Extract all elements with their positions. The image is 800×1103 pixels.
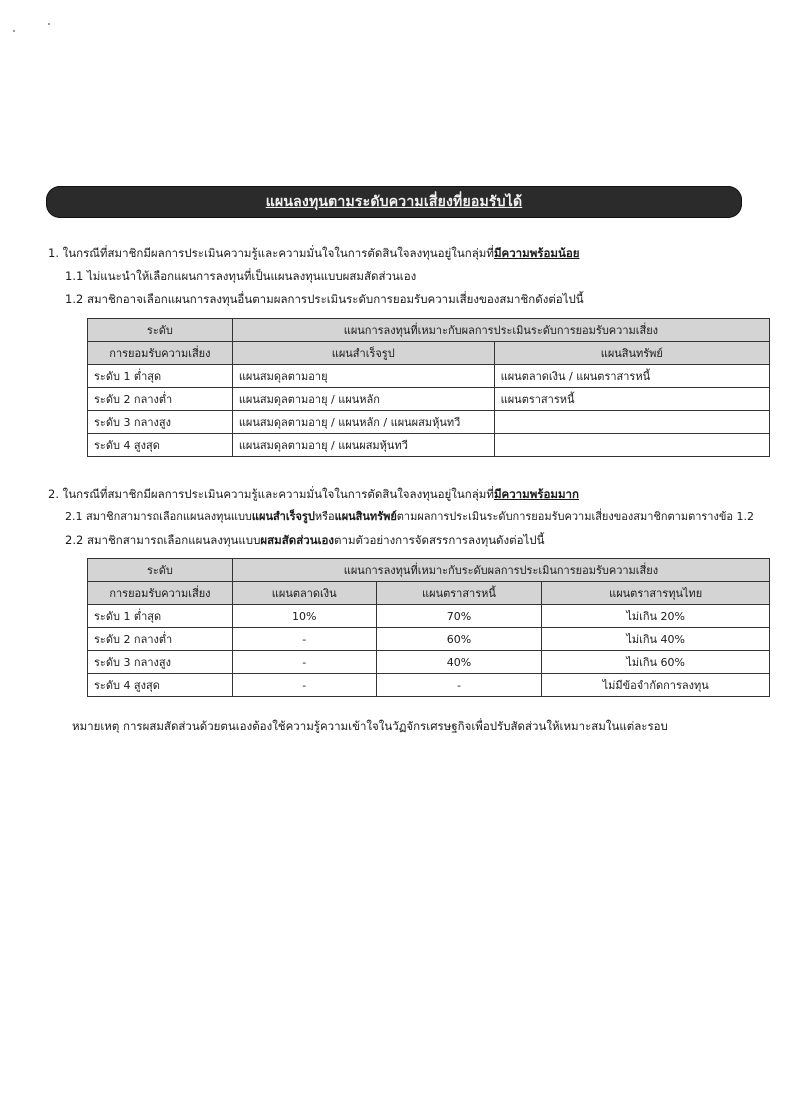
header-level-line2: การยอมรับความเสี่ยง (88, 582, 233, 605)
cell-level: ระดับ 2 กลางต่ำ (88, 628, 233, 651)
cell-thai-equity: ไม่เกิน 20% (542, 605, 770, 628)
table-row (88, 674, 770, 697)
cell-thai-equity: ไม่มีข้อจำกัดการลงทุน (542, 674, 770, 697)
table-row (88, 365, 770, 388)
cell-level: ระดับ 2 กลางต่ำ (88, 388, 233, 411)
table-row (88, 388, 770, 411)
header-asset: แผนสินทรัพย์ (494, 342, 769, 365)
section-2-heading (48, 486, 579, 502)
cell-ready-made: แผนสมดุลตามอายุ / แผนหลัก / แผนผสมหุ้นทวี (232, 411, 494, 434)
item-2-1-bold-asset: แผนสินทรัพย์ (334, 510, 397, 523)
cell-bond: 70% (376, 605, 542, 628)
header-bond: แผนตราสารหนี้ (376, 582, 542, 605)
item-2-2-bold: ผสมสัดส่วนเอง (260, 533, 335, 547)
section-2-number: 2. (48, 487, 59, 501)
cell-asset (494, 434, 769, 457)
cell-bond: - (376, 674, 542, 697)
cell-asset: แผนตลาดเงิน / แผนตราสารหนี้ (494, 365, 769, 388)
header-level-line2: การยอมรับความเสี่ยง (88, 342, 233, 365)
item-2-2 (65, 532, 544, 548)
item-2-1-prefix: 2.1 สมาชิกสามารถเลือกแผนลงทุนแบบ (65, 510, 252, 523)
table-ready-made-plans (87, 318, 770, 457)
header-thai-equity: แผนตราสารทุนไทย (542, 582, 770, 605)
cell-thai-equity: ไม่เกิน 60% (542, 651, 770, 674)
table-row (88, 434, 770, 457)
section-1-number: 1. (48, 246, 59, 260)
item-1-1: 1.1 ไม่แนะนำให้เลือกแผนการลงทุนที่เป็นแผนลงทุนแบบผสมสัดส่วนเอง (65, 269, 417, 283)
footnote: หมายเหตุ การผสมสัดส่วนด้วยตนเองต้องใช้ความรู้ความเข้าใจในวัฏจักรเศรษฐกิจเพื่อปรับสัดส่วนให้เหมาะสมในแต่ละรอบ (72, 719, 668, 733)
table-row (88, 651, 770, 674)
item-2-1-suffix: ตามผลการประเมินระดับการยอมรับความเสี่ยงของสมาชิกตามตารางข้อ 1.2 (396, 510, 754, 523)
section-1-heading (48, 245, 579, 261)
cell-bond: 60% (376, 628, 542, 651)
cell-money-market: - (232, 651, 376, 674)
header-ready-made: แผนสำเร็จรูป (232, 342, 494, 365)
header-group: แผนการลงทุนที่เหมาะกับระดับผลการประเมินการยอมรับความเสี่ยง (232, 559, 769, 582)
cell-ready-made: แผนสมดุลตามอายุ / แผนหลัก (232, 388, 494, 411)
scan-speck (48, 23, 50, 25)
item-1-2: 1.2 สมาชิกอาจเลือกแผนการลงทุนอื่นตามผลการประเมินระดับการยอมรับความเสี่ยงของสมาชิกดังต่อไปนี้ (65, 292, 584, 306)
cell-ready-made: แผนสมดุลตามอายุ (232, 365, 494, 388)
cell-asset (494, 411, 769, 434)
cell-bond: 40% (376, 651, 542, 674)
item-2-1-or: หรือ (314, 510, 335, 523)
cell-level: ระดับ 1 ต่ำสุด (88, 605, 233, 628)
cell-level: ระดับ 3 กลางสูง (88, 411, 233, 434)
cell-money-market: - (232, 674, 376, 697)
header-level-line1: ระดับ (88, 559, 233, 582)
section-2-text: ในกรณีที่สมาชิกมีผลการประเมินความรู้และความมั่นใจในการตัดสินใจลงทุนอยู่ในกลุ่มที่ (62, 487, 494, 501)
cell-level: ระดับ 3 กลางสูง (88, 651, 233, 674)
table-row (88, 628, 770, 651)
item-2-2-prefix: 2.2 สมาชิกสามารถเลือกแผนลงทุนแบบ (65, 533, 261, 547)
cell-thai-equity: ไม่เกิน 40% (542, 628, 770, 651)
cell-money-market: - (232, 628, 376, 651)
banner-title: แผนลงทุนตามระดับความเสี่ยงที่ยอมรับได้ (265, 194, 523, 210)
cell-level: ระดับ 4 สูงสุด (88, 434, 233, 457)
item-2-1-bold-ready-made: แผนสำเร็จรูป (251, 510, 315, 523)
cell-money-market: 10% (232, 605, 376, 628)
cell-ready-made: แผนสมดุลตามอายุ / แผนผสมหุ้นทวี (232, 434, 494, 457)
scan-speck (13, 30, 15, 32)
table-custom-allocation (87, 558, 770, 697)
table-row (88, 605, 770, 628)
section-1-text: ในกรณีที่สมาชิกมีผลการประเมินความรู้และความมั่นใจในการตัดสินใจลงทุนอยู่ในกลุ่มที่ (62, 246, 494, 260)
cell-asset: แผนตราสารหนี้ (494, 388, 769, 411)
cell-level: ระดับ 4 สูงสุด (88, 674, 233, 697)
header-group: แผนการลงทุนที่เหมาะกับผลการประเมินระดับการยอมรับความเสี่ยง (232, 319, 769, 342)
section-1-emphasis: มีความพร้อมน้อย (493, 246, 580, 260)
item-2-2-suffix: ตามตัวอย่างการจัดสรรการลงทุนดังต่อไปนี้ (334, 533, 545, 547)
header-money-market: แผนตลาดเงิน (232, 582, 376, 605)
table-row (88, 411, 770, 434)
item-2-1 (65, 509, 754, 525)
section-2-emphasis: มีความพร้อมมาก (493, 487, 579, 501)
header-level-line1: ระดับ (88, 319, 233, 342)
title-banner (46, 186, 742, 218)
cell-level: ระดับ 1 ต่ำสุด (88, 365, 233, 388)
